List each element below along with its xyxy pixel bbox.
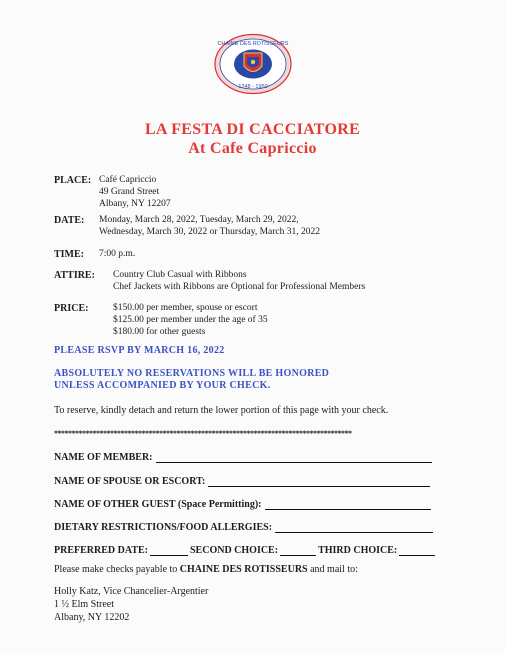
reservation-warning bbox=[54, 368, 329, 392]
checks-payable-text bbox=[54, 564, 358, 575]
place-line: 49 Grand Street bbox=[99, 187, 160, 197]
price-label: PRICE: bbox=[54, 303, 89, 314]
mailing-address bbox=[54, 585, 208, 624]
time-label: TIME: bbox=[54, 249, 84, 260]
reserve-instruction: To reserve, kindly detach and return the lower portion of this page with your check. bbox=[54, 405, 389, 416]
place-line: Albany, NY 12207 bbox=[99, 199, 171, 209]
event-title: LA FESTA DI CACCIATORE bbox=[144, 121, 361, 138]
second-choice-label: SECOND CHOICE: bbox=[189, 545, 279, 556]
event-venue-title: At Cafe Capriccio bbox=[188, 140, 317, 157]
detach-separator: ************************************************************************************* bbox=[54, 429, 352, 438]
spouse-name-line[interactable] bbox=[208, 476, 430, 487]
rsvp-deadline: PLEASE RSVP BY MARCH 16, 2022 bbox=[54, 345, 225, 356]
checks-prefix: Please make checks payable to bbox=[54, 564, 180, 575]
seal-top-text: CHAINE DES ROTISSEURS bbox=[217, 41, 289, 47]
place-value bbox=[99, 174, 171, 210]
third-choice-label: THIRD CHOICE: bbox=[318, 545, 398, 556]
member-name-line[interactable] bbox=[156, 452, 432, 463]
mail-to-street: 1 ½ Elm Street bbox=[54, 599, 114, 610]
date-label: DATE: bbox=[54, 215, 85, 226]
member-name-label: NAME OF MEMBER: bbox=[54, 452, 153, 463]
warning-line: UNLESS ACCOMPANIED BY YOUR CHECK. bbox=[54, 380, 271, 391]
attire-value bbox=[113, 269, 365, 293]
third-choice-line[interactable] bbox=[399, 545, 435, 556]
place-line: Café Capriccio bbox=[99, 175, 157, 185]
price-line: $150.00 per member, spouse or escort bbox=[113, 303, 258, 313]
checks-suffix: and mail to: bbox=[307, 564, 358, 575]
attire-line: Country Club Casual with Ribbons bbox=[113, 270, 247, 280]
date-value bbox=[99, 214, 320, 238]
attire-label: ATTIRE: bbox=[54, 270, 95, 281]
price-line: $125.00 per member under the age of 35 bbox=[113, 315, 268, 325]
mail-to-name: Holly Katz, Vice Chancelier-Argentier bbox=[54, 586, 209, 597]
spouse-name-label: NAME OF SPOUSE OR ESCORT: bbox=[54, 476, 206, 487]
time-value bbox=[99, 248, 135, 260]
dietary-line[interactable] bbox=[275, 522, 433, 533]
seal-logo bbox=[213, 33, 293, 95]
attire-line: Chef Jackets with Ribbons are Optional for Professional Members bbox=[113, 282, 366, 292]
mail-to-city: Albany, NY 12202 bbox=[54, 612, 130, 623]
price-value bbox=[113, 302, 268, 338]
other-guest-line[interactable] bbox=[265, 499, 432, 510]
preferred-date-label: PREFERRED DATE: bbox=[54, 545, 148, 556]
price-line: $180.00 for other guests bbox=[113, 327, 206, 337]
other-guest-field[interactable] bbox=[54, 496, 431, 510]
other-guest-label: NAME OF OTHER GUEST (Space Permitting): bbox=[54, 499, 262, 510]
dietary-field[interactable] bbox=[54, 519, 433, 533]
dietary-label: DIETARY RESTRICTIONS/FOOD ALLERGIES: bbox=[54, 522, 273, 533]
place-label: PLACE: bbox=[54, 175, 92, 186]
warning-line: ABSOLUTELY NO RESERVATIONS WILL BE HONORED bbox=[54, 368, 330, 379]
date-line: Monday, March 28, 2022, Tuesday, March 29, 2022, bbox=[99, 215, 299, 225]
date-line: Wednesday, March 30, 2022 or Thursday, March 31, 2022 bbox=[99, 227, 321, 237]
date-choice-fields bbox=[54, 542, 440, 556]
spouse-name-field[interactable] bbox=[54, 473, 430, 487]
preferred-date-line[interactable] bbox=[150, 545, 188, 556]
member-name-field[interactable] bbox=[54, 449, 432, 463]
checks-payee: CHAINE DES ROTISSEURS bbox=[179, 564, 308, 575]
second-choice-line[interactable] bbox=[280, 545, 316, 556]
seal-bottom-text: 1248 - 1950 bbox=[238, 84, 268, 90]
time-line: 7:00 p.m. bbox=[99, 249, 136, 259]
